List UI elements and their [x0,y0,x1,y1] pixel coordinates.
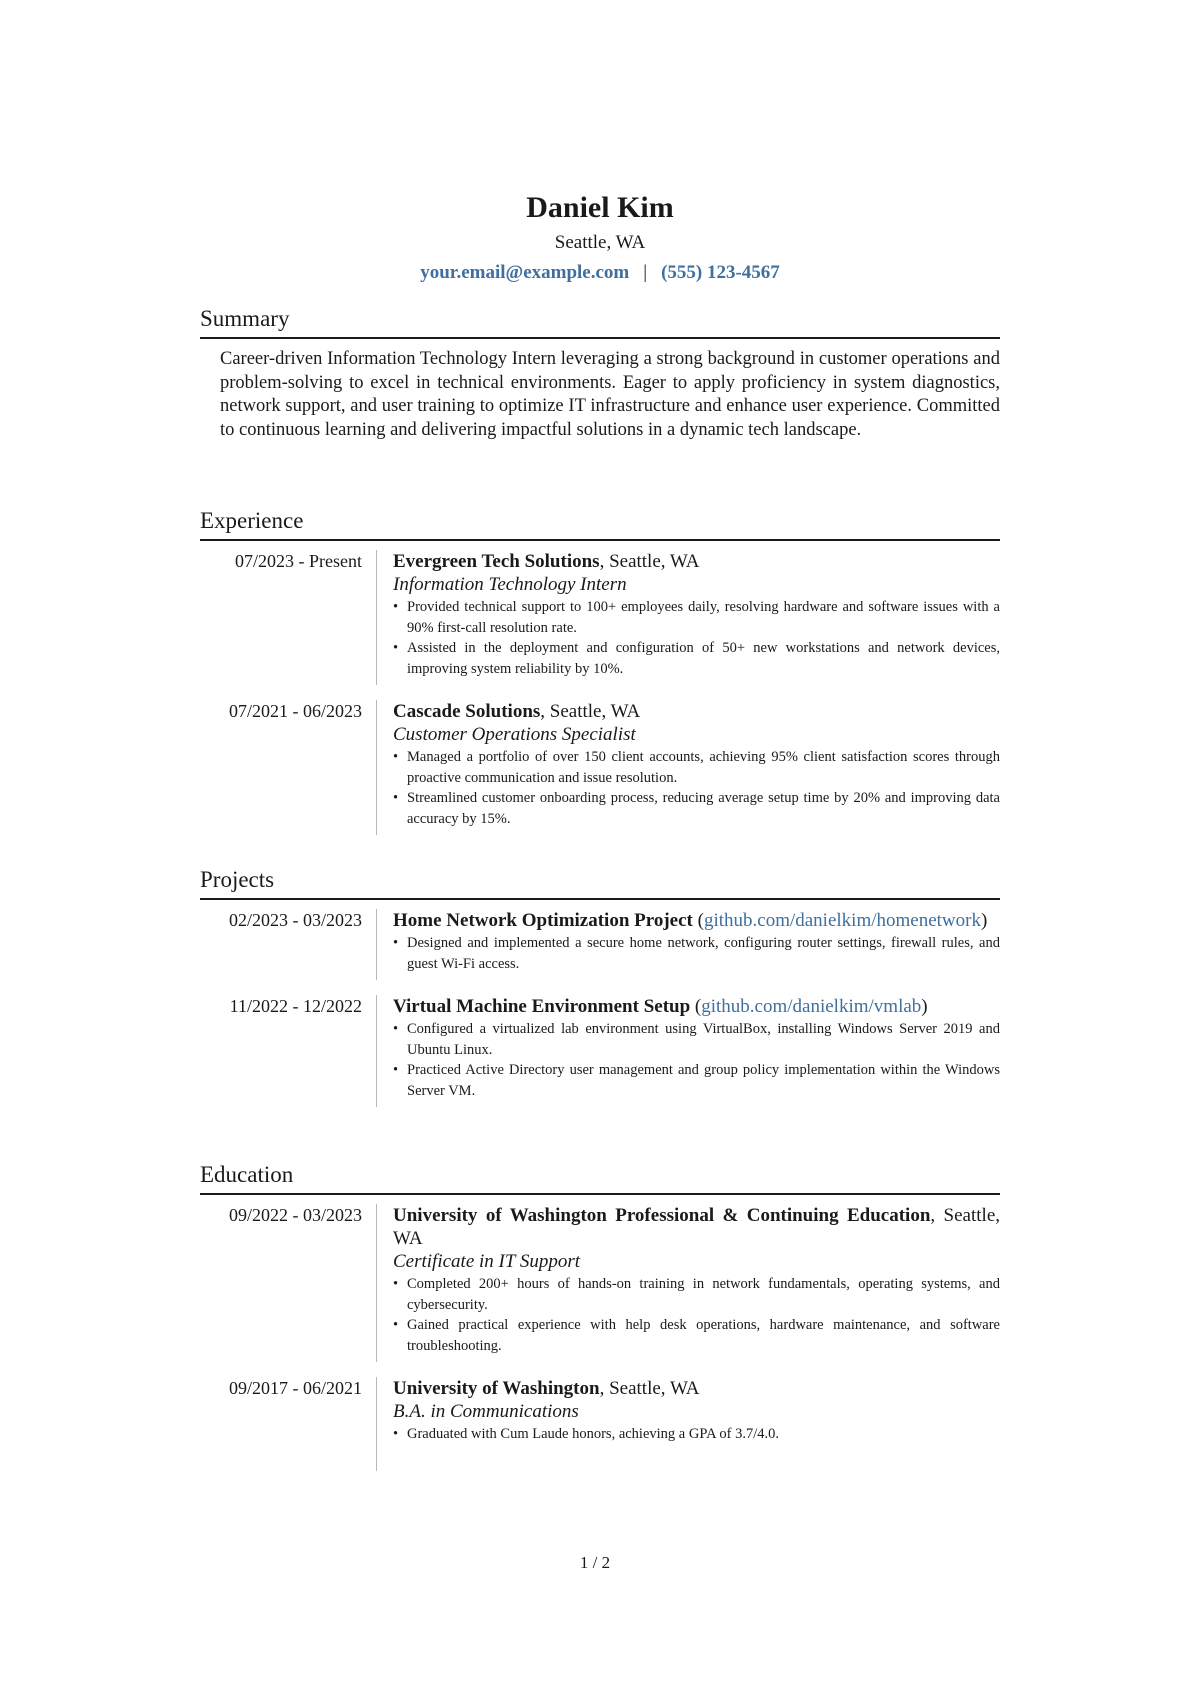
entry-bullets [393,933,1000,974]
entry-body [376,909,1000,980]
entry-role: Information Technology Intern [393,574,627,595]
entry-bullets [393,1274,1000,1356]
summary-section [200,304,1000,442]
bullet-item: • Streamlined customer onboarding process, reducing average setup time by 20% and improving data accuracy by 15%. [393,788,1000,829]
contact-separator: | [643,262,648,283]
experience-entry [200,550,1000,685]
entry-heading [393,1377,1000,1400]
bullet-item: • Graduated with Cum Laude honors, achieving a GPA of 3.7/4.0. [393,1424,1000,1445]
phone-link[interactable]: (555) 123-4567 [661,262,780,283]
entry-organization: University of Washington [393,1378,600,1399]
entry-bullets [393,1019,1000,1101]
entry-body [376,700,1000,835]
project-link[interactable]: github.com/danielkim/homenetwork [703,910,981,931]
entry-body [376,550,1000,685]
bullet-item: • Practiced Active Directory user management and group policy implementation within the Windows Server VM. [393,1060,1000,1101]
entry-location: , Seattle, WA [599,551,700,572]
entry-location: , Seattle, WA [393,1205,1000,1249]
project-entry [200,995,1000,1107]
project-name: Virtual Machine Environment Setup [393,996,691,1017]
entry-heading: Virtual Machine Environment Setup (github.com/danielkim/vmlab) [393,996,928,1017]
project-name: Home Network Optimization Project [393,910,693,931]
bullet-item: • Gained practical experience with help desk operations, hardware maintenance, and software troubleshooting. [393,1315,1000,1356]
entry-role: Certificate in IT Support [393,1251,581,1272]
education-section [200,1160,1000,1471]
entry-heading [393,550,1000,573]
entry-body [376,1377,1000,1471]
projects-section [200,865,1000,1107]
bullet-item: • Assisted in the deployment and configuration of 50+ new workstations and network devices, improving system reliability by 10%. [393,638,1000,679]
bullet-item: • Managed a portfolio of over 150 client accounts, achieving 95% client satisfaction scores through proactive communication and issue resolution. [393,747,1000,788]
entry-bullets [393,597,1000,679]
bullet-item: • Provided technical support to 100+ employees daily, resolving hardware and software issues with a 90% first-call resolution rate. [393,597,1000,638]
entry-role: B.A. in Communications [393,1401,579,1422]
entry-body [376,1204,1000,1362]
project-entry [200,909,1000,980]
experience-entry [200,700,1000,835]
entry-dates: 09/2017 - 06/2021 [229,1378,362,1398]
bullet-item: • Configured a virtualized lab environment using VirtualBox, installing Windows Server 2019 and Ubuntu Linux. [393,1019,1000,1060]
entry-dates: 07/2021 - 06/2023 [229,701,362,721]
entry-body [376,995,1000,1107]
entry-role: Customer Operations Specialist [393,724,636,745]
education-entry [200,1377,1000,1471]
project-link[interactable]: github.com/danielkim/vmlab [701,996,922,1017]
entry-heading: Home Network Optimization Project (github.com/danielkim/homenetwork) [393,910,988,931]
entry-dates: 09/2022 - 03/2023 [229,1205,362,1225]
section-title-education: Education [200,1160,1000,1195]
entry-heading [393,1204,1000,1250]
entry-location: , Seattle, WA [540,701,641,722]
section-title-projects: Projects [200,865,1000,900]
entry-organization: University of Washington Professional & Continuing Education [393,1205,931,1226]
entry-bullets [393,747,1000,829]
entry-heading [393,700,1000,723]
candidate-name: Daniel Kim [526,191,674,224]
page-number: 1 / 2 [579,1553,611,1572]
entry-dates: 07/2023 - Present [235,551,362,571]
section-title-summary: Summary [200,304,1000,339]
contact-line [200,260,1000,286]
entry-bullets [393,1424,1000,1445]
candidate-location: Seattle, WA [554,232,646,253]
entry-dates: 11/2022 - 12/2022 [229,996,362,1016]
bullet-item: • Designed and implemented a secure home network, configuring router settings, firewall rules, and guest Wi-Fi access. [393,933,1000,974]
bullet-item: • Completed 200+ hours of hands-on training in network fundamentals, operating systems, and cybersecurity. [393,1274,1000,1315]
email-link[interactable]: your.email@example.com [420,262,630,283]
resume-header [200,190,1000,286]
experience-section [200,506,1000,835]
summary-text: Career-driven Information Technology Intern leveraging a strong background in customer operations and problem-solving to excel in technical environments. Eager to apply proficiency in system diagnostics, network support, and user training to optimize IT infrastructure and enhance user experience. Committed to continuous learning and delivering impactful solutions in a dynamic tech landscape. [220,349,1000,440]
section-title-experience: Experience [200,506,1000,541]
entry-dates: 02/2023 - 03/2023 [229,910,362,930]
education-entry [200,1204,1000,1362]
entry-location: , Seattle, WA [599,1378,700,1399]
entry-organization: Cascade Solutions [393,701,541,722]
entry-organization: Evergreen Tech Solutions [393,551,600,572]
